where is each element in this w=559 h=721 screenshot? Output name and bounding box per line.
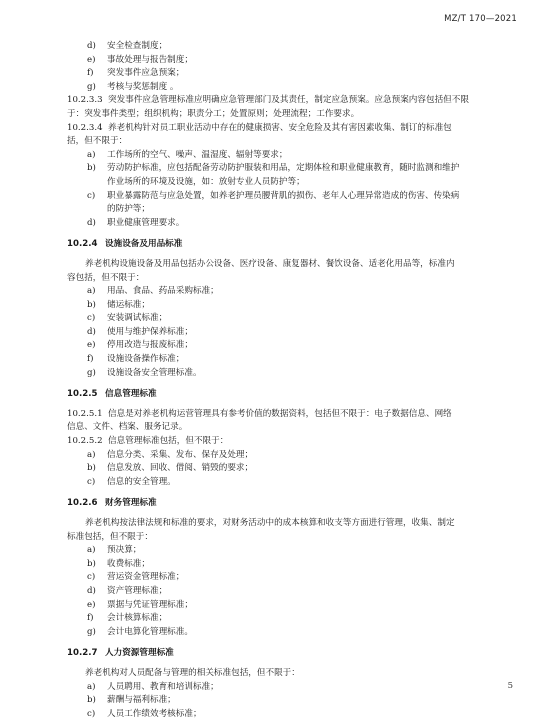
list-marker: g) <box>87 81 96 92</box>
list-text: 劳动防护标准，应包括配备劳动防护服装和用品，定期体检和职业健康教育，随时监测和维护 <box>107 163 460 174</box>
list-marker: g) <box>87 626 96 637</box>
section-heading-10-2-7 <box>67 647 522 661</box>
clause-10-2-5-1 <box>67 408 522 435</box>
list-marker: d) <box>87 585 96 596</box>
list-marker: c) <box>87 476 96 487</box>
list-text: 安装调试标准； <box>107 313 168 324</box>
list-text: 突发事件应急预案； <box>107 68 185 79</box>
section-number: 10.2.4 <box>67 239 98 250</box>
list-text: 安全检查制度； <box>107 41 168 51</box>
list-text: 票据与凭证管理标准； <box>107 599 193 610</box>
list-text: 职业健康管理要求。 <box>107 217 185 228</box>
clause-number: 10.2.5.2 <box>67 436 103 447</box>
clause-text-cont: 信息、文件、档案、服务记录。 <box>67 422 188 433</box>
list-marker: b) <box>87 558 96 569</box>
clause-10-2-3-4 <box>67 122 522 231</box>
list-text-cont: 作业场所的环境及设施，如：放射专业人员防护等； <box>107 176 305 187</box>
list-marker: b) <box>87 299 96 310</box>
list-item <box>87 299 522 313</box>
list-text: 会计核算标准； <box>107 613 168 624</box>
list-marker: g) <box>87 367 96 378</box>
paragraph: 养老机构设施设备及用品包括办公设备、医疗设备、康复器材、餐饮设备、适老化用品等，标准内 <box>85 258 455 269</box>
section-heading-10-2-6 <box>67 497 522 511</box>
list-item <box>87 462 522 476</box>
clause-text: 信息管理标准包括，但不限于： <box>108 436 229 447</box>
list-marker: c) <box>87 190 96 201</box>
list-text: 信息的安全管理。 <box>107 476 176 487</box>
list-item <box>87 326 522 340</box>
list-marker: a) <box>87 545 96 556</box>
clause-text-cont: 括，但不限于： <box>67 136 128 147</box>
list-marker: e) <box>87 340 96 351</box>
list-top <box>67 40 522 94</box>
list-marker: a) <box>87 681 96 692</box>
list-marker: d) <box>87 217 96 228</box>
list-text: 用品、食品、药品采购标准； <box>107 286 219 297</box>
list <box>67 681 522 721</box>
list-item <box>87 449 522 463</box>
list <box>67 285 522 380</box>
page-number: 5 <box>507 681 513 691</box>
clause-text-cont: 于：突发事件类型；组织机构；职责分工；处置原则；处理流程；工作要求。 <box>67 108 360 119</box>
list-marker: a) <box>87 449 96 460</box>
list-marker: c) <box>87 572 96 583</box>
page-content <box>67 40 522 721</box>
list-marker: b) <box>87 163 96 174</box>
section-title: 信息管理标准 <box>105 389 157 400</box>
list-text-cont: 的防护等； <box>107 204 150 215</box>
list-marker: b) <box>87 695 96 706</box>
paragraph-cont: 容包括，但不限于： <box>67 272 145 283</box>
list-text: 薪酬与福利标准； <box>107 695 176 706</box>
list-item <box>87 54 522 68</box>
list-item <box>87 626 522 640</box>
list-text: 收费标准； <box>107 558 150 569</box>
list-item <box>87 285 522 299</box>
list-item <box>87 40 522 54</box>
list-item <box>87 217 522 231</box>
list-text: 设施设备安全管理标准。 <box>107 367 202 378</box>
list-text: 事故处理与报告制度； <box>107 54 193 65</box>
section-number: 10.2.5 <box>67 389 98 400</box>
list-item <box>87 353 522 367</box>
list-item <box>87 67 522 81</box>
list-item <box>87 708 522 721</box>
list-marker: b) <box>87 463 96 474</box>
list <box>67 544 522 639</box>
list-text: 人员工作绩效考核标准； <box>107 708 202 719</box>
list-item <box>87 585 522 599</box>
list-text: 信息发放、回收、借阅、销毁的要求； <box>107 463 254 474</box>
list-item <box>87 190 522 217</box>
list-item <box>87 558 522 572</box>
list-item <box>87 162 522 189</box>
list-item <box>87 571 522 585</box>
list-item <box>87 81 522 95</box>
list-text: 人员聘用、教育和培训标准； <box>107 681 219 692</box>
clause-text: 信息是对养老机构运营管理具有参考价值的数据资料，包括但不限于：电子数据信息、网络 <box>108 408 452 419</box>
list-marker: f) <box>87 613 94 624</box>
section-heading-10-2-5 <box>67 388 522 402</box>
list-text: 会计电算化管理标准。 <box>107 626 193 637</box>
list-marker: e) <box>87 54 96 65</box>
standard-code: MZ/T 170—2021 <box>444 14 517 24</box>
clause-10-2-5-2 <box>67 435 522 449</box>
section-title: 人力资源管理标准 <box>105 648 174 659</box>
list-item <box>87 544 522 558</box>
list-marker: f) <box>87 354 94 365</box>
list-text: 工作场所的空气、噪声、温湿度、辐射等要求； <box>107 149 288 160</box>
section-title: 财务管理标准 <box>105 498 157 509</box>
list-item <box>87 476 522 490</box>
section-title: 设施设备及用品标准 <box>105 239 183 250</box>
list <box>67 449 522 490</box>
clause-text: 突发事件应急管理标准应明确应急管理部门及其责任，制定应急预案。应急预案内容包括但不限 <box>108 95 469 106</box>
list <box>67 149 522 231</box>
list-marker: a) <box>87 286 96 297</box>
list-text: 储运标准； <box>107 299 150 310</box>
list-marker: c) <box>87 313 96 324</box>
list-item <box>87 367 522 381</box>
list-item <box>87 312 522 326</box>
list-item <box>87 681 522 695</box>
list-text: 预决算； <box>107 545 142 556</box>
list-marker: d) <box>87 326 96 337</box>
section-heading-10-2-4 <box>67 238 522 252</box>
list-text: 资产管理标准； <box>107 585 168 596</box>
paragraph: 养老机构按法律法规和标准的要求，对财务活动中的成本核算和收支等方面进行管理，收集、制定 <box>85 518 455 528</box>
list-text: 使用与维护保养标准； <box>107 326 193 337</box>
list-item <box>87 694 522 708</box>
clause-number: 10.2.3.4 <box>67 122 103 133</box>
list-text: 信息分类、采集、发布、保存及处理； <box>107 449 254 460</box>
list-marker: c) <box>87 708 96 719</box>
list-item <box>87 149 522 163</box>
list-marker: e) <box>87 599 96 610</box>
clause-10-2-3-3 <box>67 94 522 121</box>
list-item <box>87 599 522 613</box>
clause-text: 养老机构针对员工职业活动中存在的健康损害、安全危险及其有害因素收集、制订的标准包 <box>108 122 452 133</box>
paragraph: 养老机构对人员配备与管理的相关标准包括，但不限于： <box>85 667 300 678</box>
clause-number: 10.2.3.3 <box>67 95 103 106</box>
list-item <box>87 339 522 353</box>
clause-number: 10.2.5.1 <box>67 408 103 419</box>
list-text: 设施设备操作标准； <box>107 354 185 365</box>
list-marker: d) <box>87 41 96 51</box>
list-marker: a) <box>87 149 96 160</box>
list-text: 停用改造与报废标准； <box>107 340 193 351</box>
paragraph-cont: 标准包括，但不限于： <box>67 531 153 542</box>
list-item <box>87 612 522 626</box>
list-text: 考核与奖惩制度 。 <box>107 81 179 92</box>
list-marker: f) <box>87 68 94 79</box>
section-number: 10.2.7 <box>67 648 98 659</box>
list-text: 职业暴露防范与应急处置，如养老护理员腰背肌的损伤、老年人心理异常造成的伤害、传染病 <box>107 190 460 201</box>
section-number: 10.2.6 <box>67 498 98 509</box>
list-text: 营运资金管理标准； <box>107 572 185 583</box>
